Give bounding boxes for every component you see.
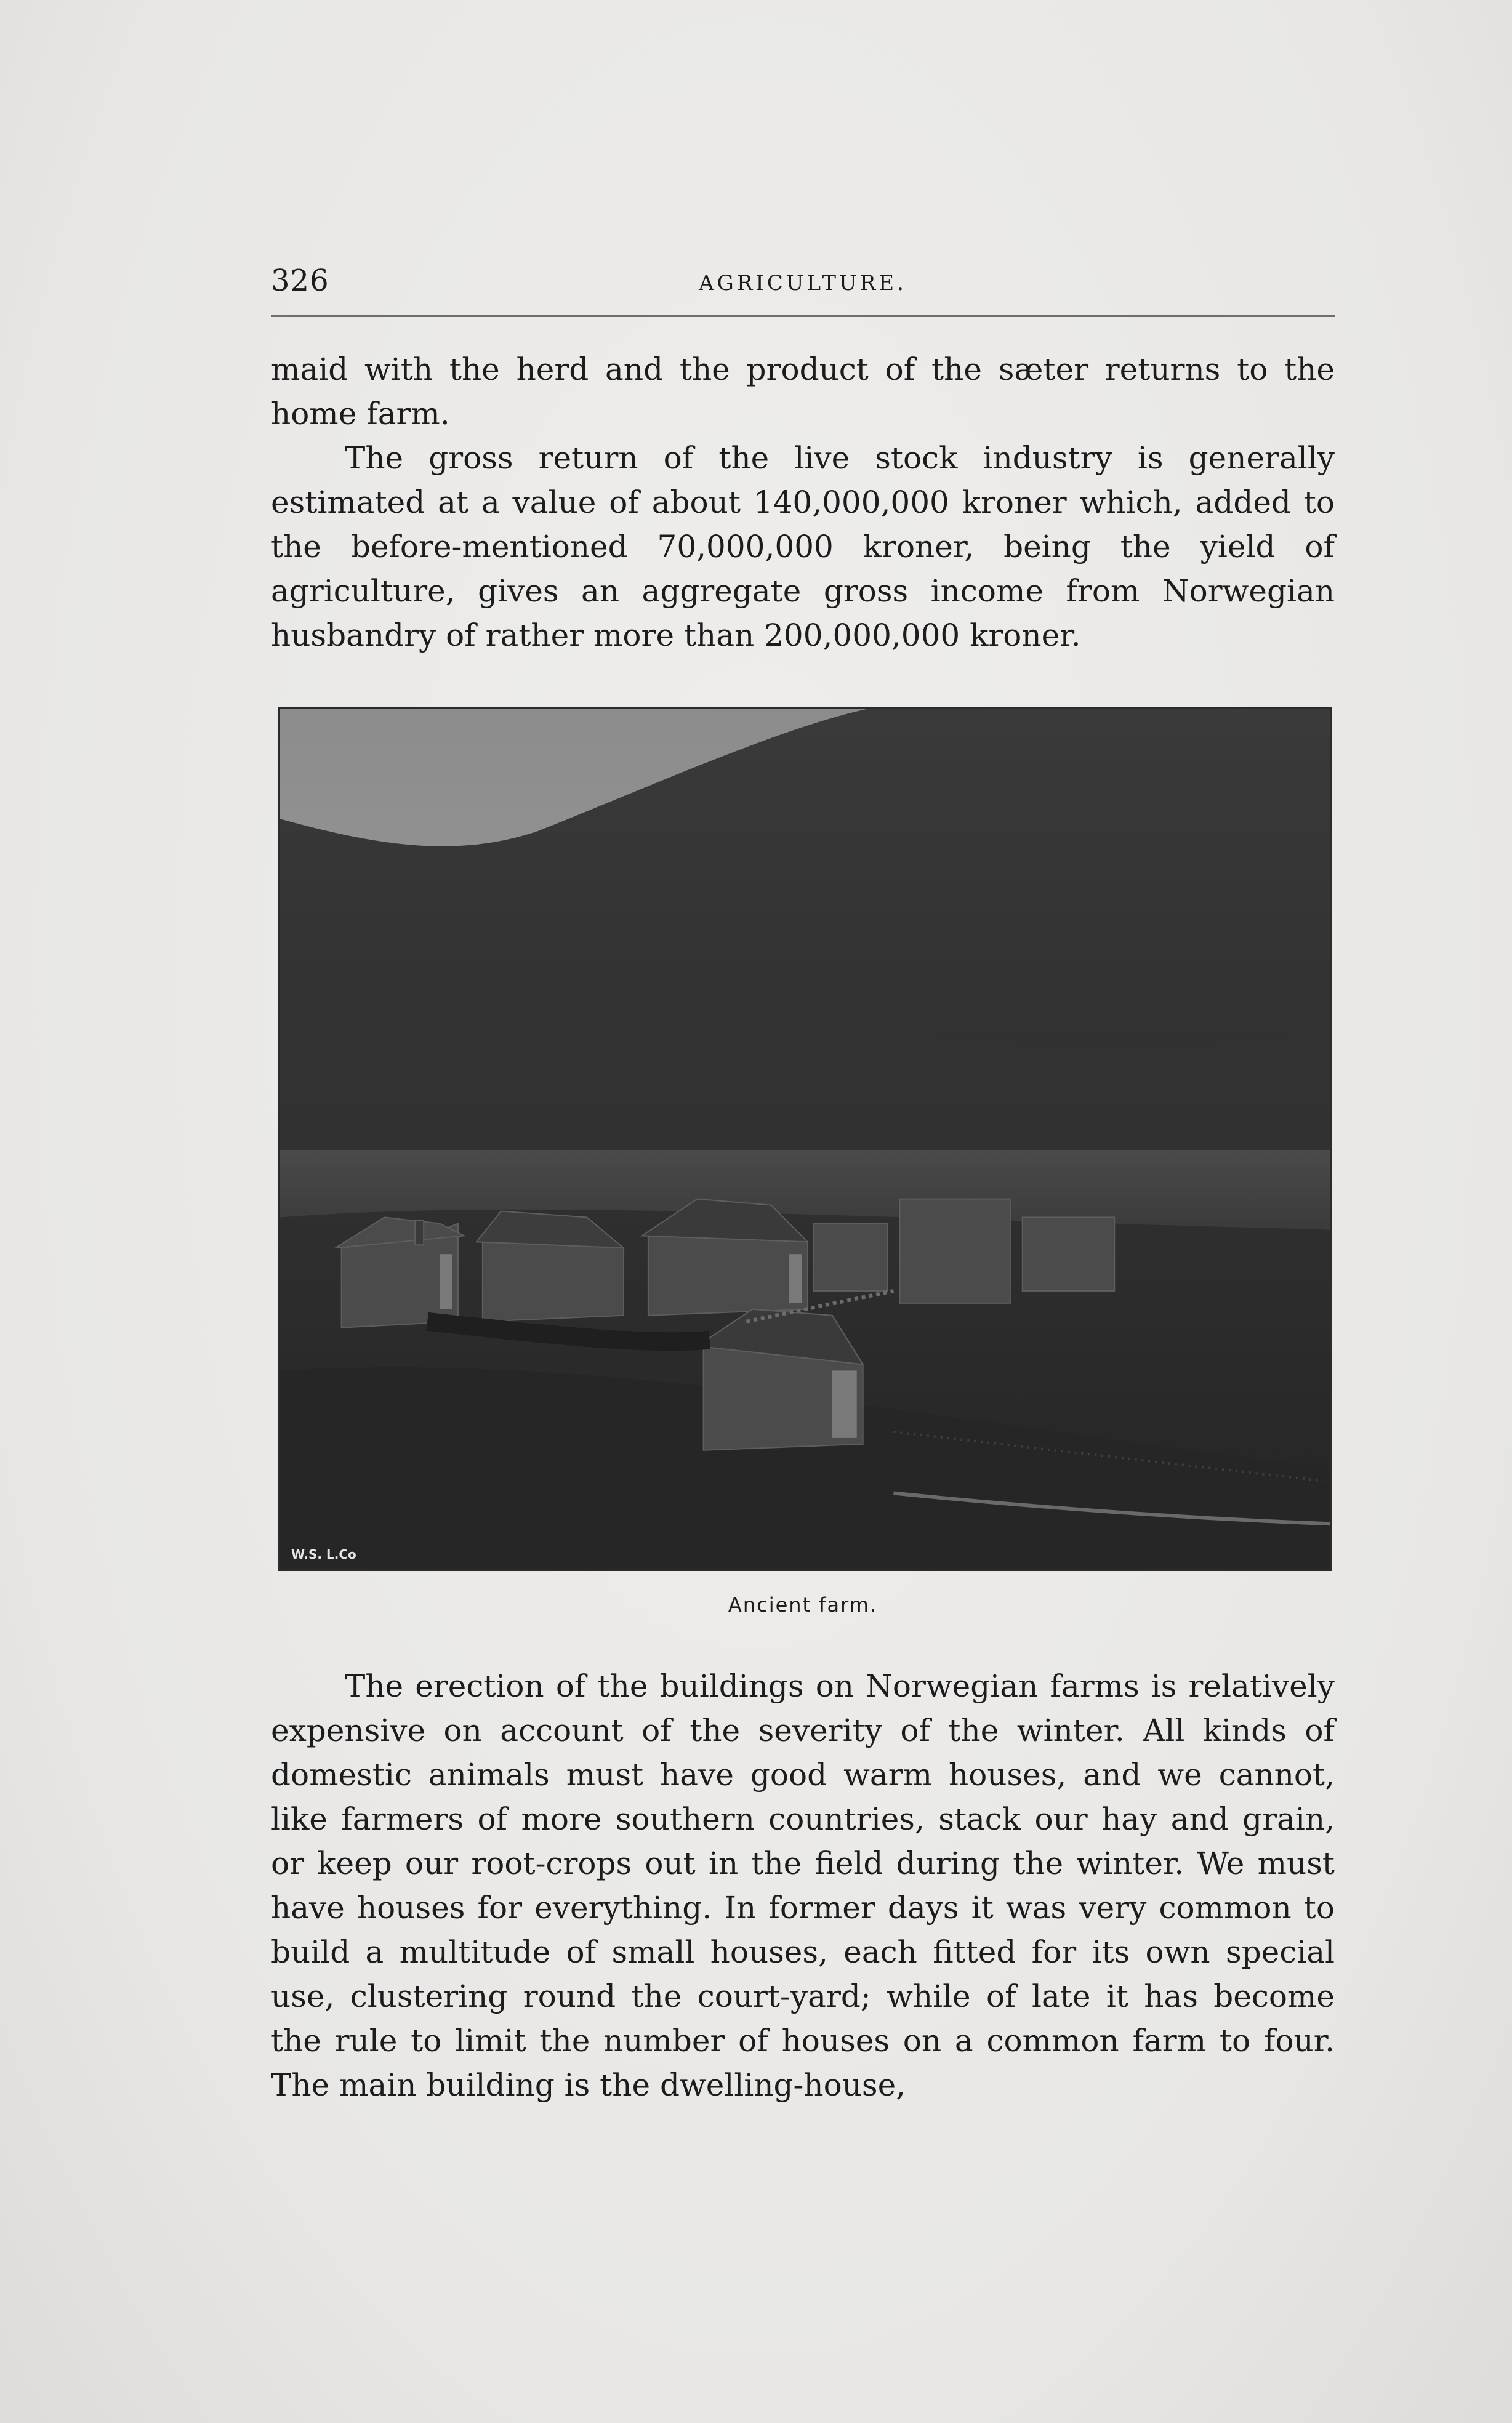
text-block-bottom — [271, 1664, 1335, 2107]
engraver-mark: W.S. L.Co — [291, 1547, 356, 1562]
paragraph: The erection of the buildings on Norwegian farms is relatively expensive on account of the severity of the winter. All kinds of domestic animals must have good warm houses, and we cannot, like farmers of more southern countries, stack our hay and grain, or keep our root-crops out in the field during the winter. We must have houses for everything. In former days it was very common to build a multitude of small houses, each fitted for its own special use, clustering round the court-yard; while of late it has become the rule to limit the number of houses on a common farm to four. The main building is the dwelling-house, — [271, 1668, 1335, 2103]
photograph-ancient-farm — [278, 707, 1332, 1571]
running-head: AGRICULTURE. — [699, 271, 907, 295]
page-number: 326 — [271, 263, 329, 298]
figure-caption: Ancient farm. — [728, 1593, 878, 1617]
farm-photo-illustration — [280, 709, 1330, 1569]
text-block-top — [271, 347, 1335, 657]
page-header — [271, 263, 1335, 317]
paragraph: maid with the herd and the product of the sæter returns to the home farm. — [271, 352, 1335, 432]
paragraph: The gross return of the live stock industry is generally estimated at a value of about 140,000,000 kroner which, added to the before-mentioned 70,000,000 kroner, being the yield of agriculture, gives an aggregate gross income from Norwegian husbandry of rather more than 200,000,000 kroner. — [271, 440, 1335, 653]
